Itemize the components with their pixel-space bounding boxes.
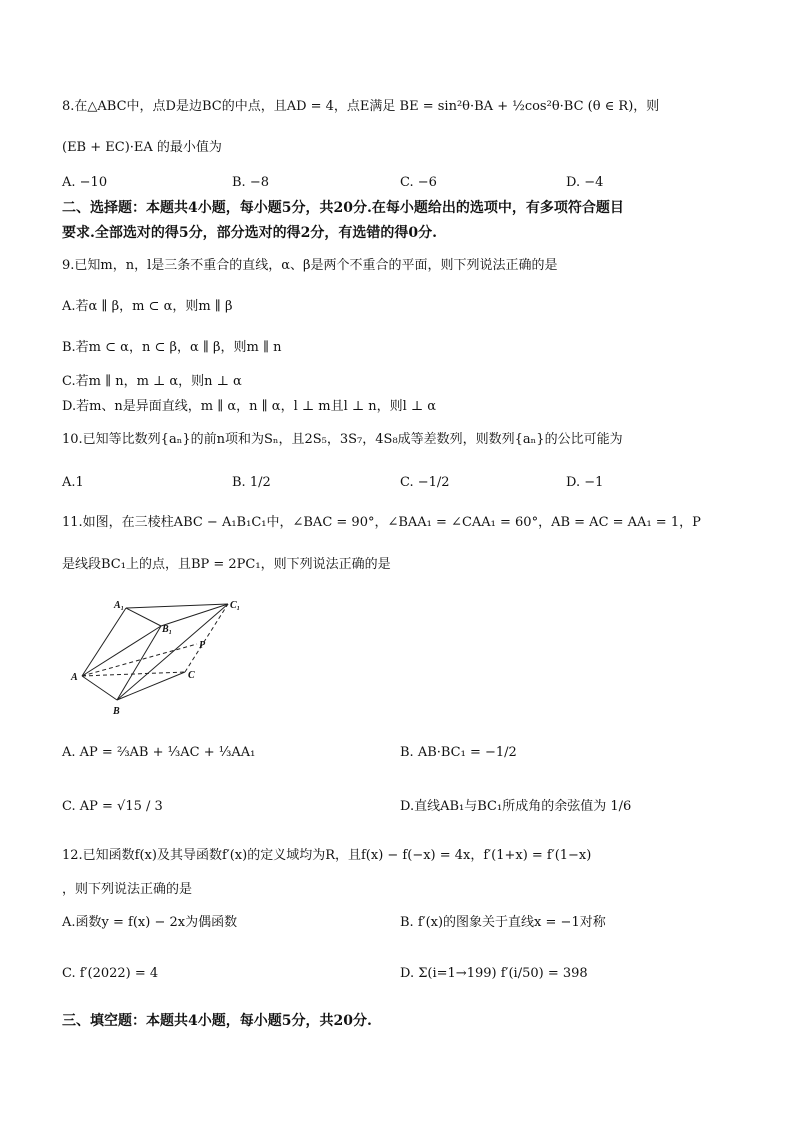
q11-option-b: B. AB·BC₁ = −1/2 [400,745,517,760]
figure-label-a: A [71,672,78,683]
q8-stem-line2: (EB + EC)·EA 的最小值为 [62,140,222,155]
q8-option-c: C. −6 [400,175,437,190]
q11-option-d: D.直线AB₁与BC₁所成角的余弦值为 1/6 [400,799,632,814]
section2-heading-line2: 要求.全部选对的得5分，部分选对的得2分，有选错的得0分. [62,225,437,241]
section2-heading-line1: 二、选择题：本题共4小题，每小题5分，共20分.在每小题给出的选项中，有多项符合题目 [62,200,624,216]
q10-option-c: C. −1/2 [400,475,450,490]
q8-option-b: B. −8 [232,175,269,190]
figure-label-b: B [113,706,120,717]
q11-option-a: A. AP = ⅔AB + ⅓AC + ⅓AA₁ [62,745,256,760]
q9-option-b: B.若m ⊂ α，n ⊂ β，α ∥ β，则m ∥ n [62,340,282,355]
q9-option-c: C.若m ∥ n，m ⊥ α，则n ⊥ α [62,374,242,389]
q12-option-a: A.函数y = f(x) − 2x为偶函数 [62,915,238,930]
q11-option-c: C. AP = √15 / 3 [62,799,163,814]
figure-label-c: C [188,670,195,681]
figure-label-b1: B₁ [162,624,173,635]
q8-option-a: A. −10 [62,175,108,190]
q10-option-d: D. −1 [566,475,604,490]
q8-stem-line1: 8.在△ABC中，点D是边BC的中点，且AD = 4，点E满足 BE = sin²θ·BA + ½cos²θ·BC (θ ∈ R)，则 [62,99,660,114]
q10-stem: 10.已知等比数列{aₙ}的前n项和为Sₙ，且2S₅，3S₇，4S₈成等差数列，则数列{aₙ}的公比可能为 [62,432,623,447]
q12-option-b: B. f′(x)的图象关于直线x = −1对称 [400,915,606,930]
figure-label-c1: C₁ [230,600,241,611]
q12-stem-line1: 12.已知函数f(x)及其导函数f′(x)的定义域均为R，且f(x) − f(−x) = 4x，f′(1+x) = f′(1−x) [62,848,592,863]
q12-option-c: C. f′(2022) = 4 [62,966,159,981]
q11-stem-line1: 11.如图，在三棱柱ABC − A₁B₁C₁中，∠BAC = 90°，∠BAA₁ = ∠CAA₁ = 60°，AB = AC = AA₁ = 1，P [62,515,701,530]
figure-label-p: P [199,640,206,651]
q10-option-a: A.1 [62,475,84,490]
q10-option-b: B. 1/2 [232,475,271,490]
q9-stem: 9.已知m，n，l是三条不重合的直线，α、β是两个不重合的平面，则下列说法正确的是 [62,258,558,273]
q9-option-d: D.若m、n是异面直线，m ∥ α，n ∥ α，l ⊥ m且l ⊥ n，则l ⊥ α [62,399,437,414]
triangular-prism-figure [62,598,262,723]
q11-stem-line2: 是线段BC₁上的点，且BP = 2PC₁，则下列说法正确的是 [62,557,391,572]
q8-option-d: D. −4 [566,175,604,190]
q12-stem-line2: ，则下列说法正确的是 [62,882,193,897]
q9-option-a: A.若α ∥ β，m ⊂ α，则m ∥ β [62,299,233,314]
q12-option-d: D. Σ(i=1→199) f′(i/50) = 398 [400,966,588,981]
section3-heading: 三、填空题：本题共4小题，每小题5分，共20分. [62,1013,372,1029]
figure-label-a1: A₁ [114,600,125,611]
